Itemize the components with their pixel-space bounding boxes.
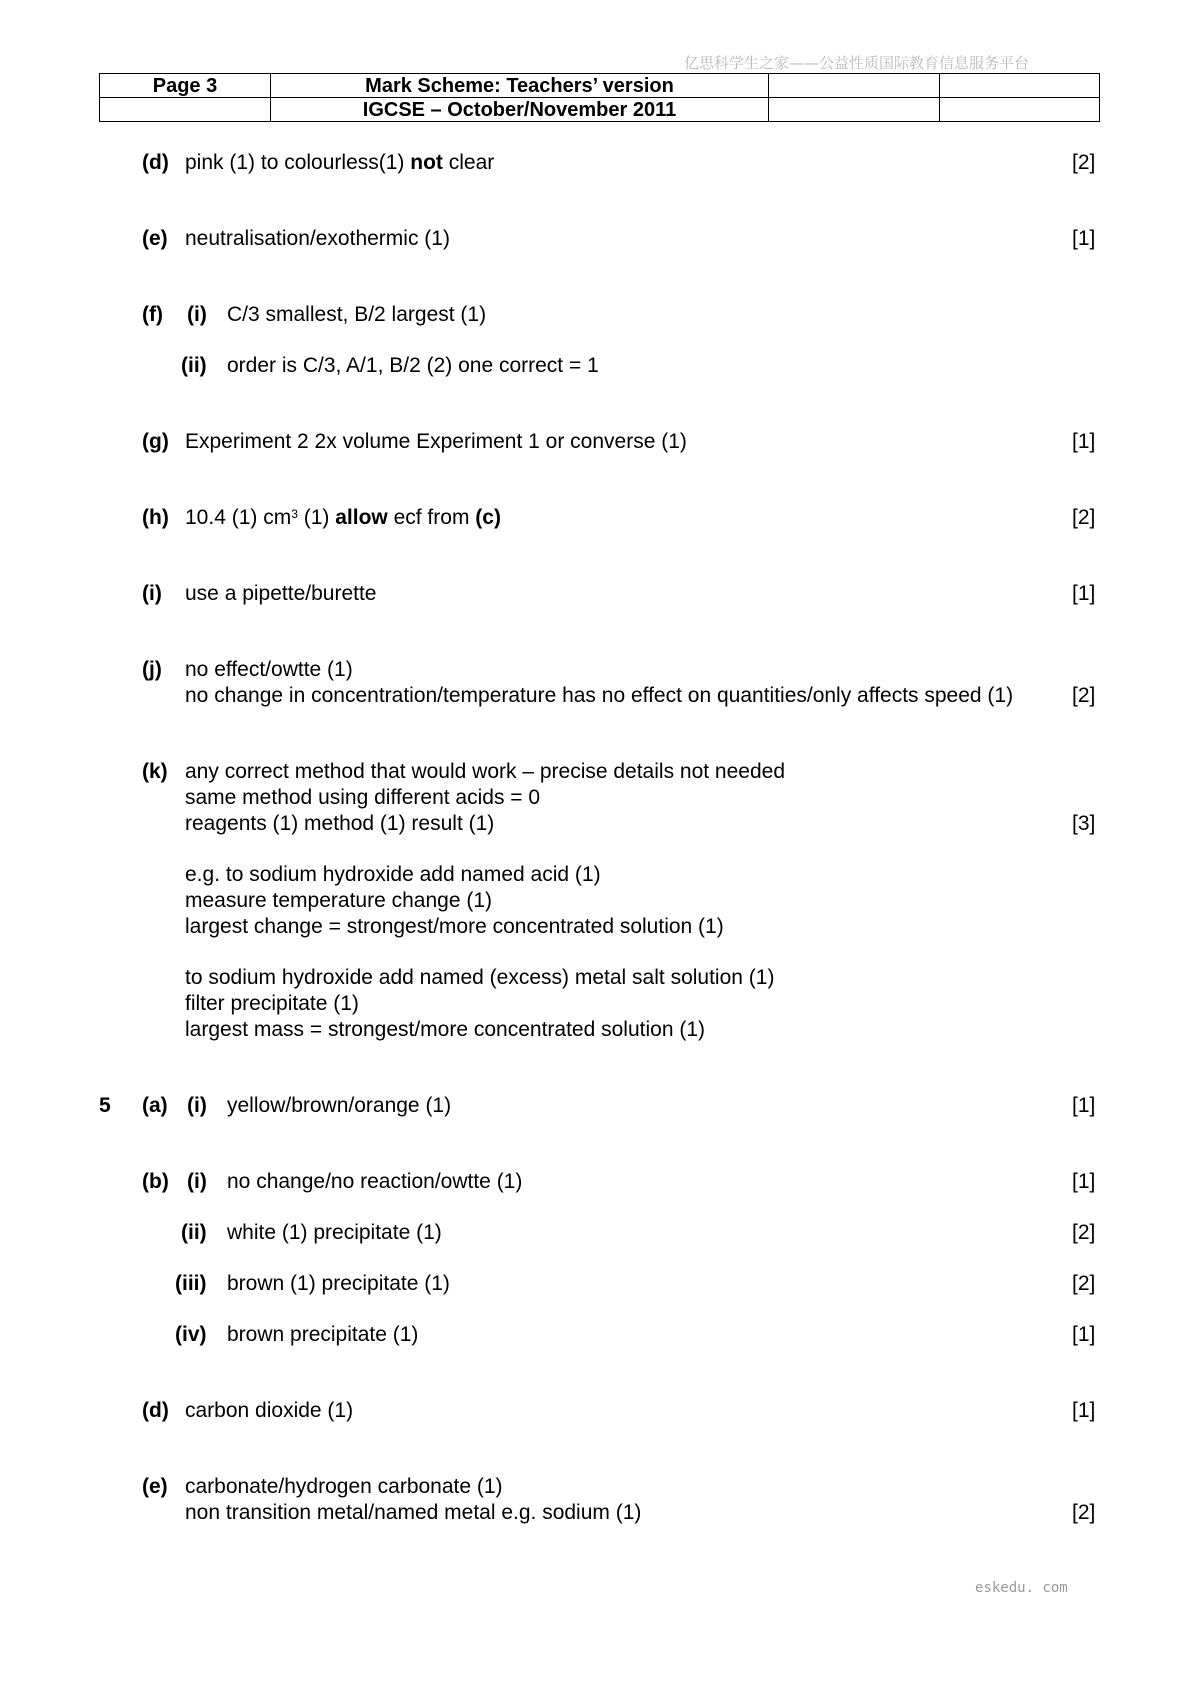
mark-e: [1] [1072,227,1096,250]
subpart-label: (iii) [175,1272,207,1295]
mark-5b-i: [1] [1072,1170,1096,1193]
answer-f-i: C/3 smallest, B/2 largest (1) [227,303,487,326]
part-label: (i) [142,582,162,605]
header-empty-cell [769,74,940,98]
mark-k: [3] [1072,812,1096,835]
mark-5b-ii: [2] [1072,1221,1096,1244]
answer-k-line: same method using different acids = 0 [185,786,541,809]
header-table [99,73,1100,122]
answer-5e-line1: carbonate/hydrogen carbonate (1) [185,1475,503,1498]
answer-j-line2: no change in concentration/temperature has no effect on quantities/only affects speed (1) [185,684,1014,707]
mark-d: [2] [1072,151,1096,174]
mark-5d: [1] [1072,1399,1096,1422]
answer-k-line: reagents (1) method (1) result (1) [185,812,495,835]
part-label: (d) [142,151,169,174]
part-label: (e) [142,227,168,250]
watermark-top: 亿思科学生之家——公益性质国际教育信息服务平台 [684,54,1030,72]
answer-i: use a pipette/burette [185,582,377,605]
watermark-bottom: eskedu. com [975,1580,1068,1596]
answer-k-line: e.g. to sodium hydroxide add named acid (1) [185,863,601,886]
part-label: (k) [142,760,168,783]
answer-k-line: to sodium hydroxide add named (excess) metal salt solution (1) [185,966,775,989]
mark-5a: [1] [1072,1094,1096,1117]
answer-5d: carbon dioxide (1) [185,1399,354,1422]
header-empty-cell [100,98,271,122]
mark-i: [1] [1072,582,1096,605]
keyword-not: not [410,151,443,174]
mark-5b-iv: [1] [1072,1323,1096,1346]
mark-g: [1] [1072,430,1096,453]
answer-k-line: any correct method that would work – precise details not needed [185,760,786,783]
answer-k-line: largest mass = strongest/more concentrated solution (1) [185,1018,705,1041]
part-label: (j) [142,658,162,681]
mark-5e: [2] [1072,1501,1096,1524]
answer-5b-iii: brown (1) precipitate (1) [227,1272,450,1295]
answer-text: pink (1) to colourless(1) [185,151,411,174]
part-label: (b) [142,1170,169,1193]
keyword-allow: allow [335,506,388,529]
superscript: 3 [291,507,298,521]
answer-5b-iv: brown precipitate (1) [227,1323,419,1346]
mark-h: [2] [1072,506,1096,529]
part-label: (d) [142,1399,169,1422]
answer-5b-i: no change/no reaction/owtte (1) [227,1170,523,1193]
part-label: (h) [142,506,169,529]
answer-text: 10.4 (1) cm [185,506,292,529]
part-label: (f) [142,303,163,326]
part-label: (a) [142,1094,168,1117]
subpart-label: (ii) [181,354,207,377]
question-number: 5 [99,1094,111,1117]
header-subtitle: IGCSE – October/November 2011 [271,98,769,122]
header-title: Mark Scheme: Teachers’ version [271,74,769,98]
header-empty-cell [769,98,940,122]
answer-5e-line2: non transition metal/named metal e.g. sodium (1) [185,1501,642,1524]
answer-5a: yellow/brown/orange (1) [227,1094,452,1117]
subpart-label: (iv) [175,1323,207,1346]
part-label: (g) [142,430,169,453]
answer-f-ii: order is C/3, A/1, B/2 (2) one correct = 1 [227,354,599,377]
mark-j: [2] [1072,684,1096,707]
header-empty-cell [940,74,1100,98]
answer-k-line: filter precipitate (1) [185,992,359,1015]
header-empty-cell [940,98,1100,122]
answer-j-line1: no effect/owtte (1) [185,658,353,681]
answer-text: ecf from [387,506,476,529]
subpart-label: (i) [187,1094,207,1117]
answer-k-line: measure temperature change (1) [185,889,492,912]
answer-d [185,150,494,176]
mark-5b-iii: [2] [1072,1272,1096,1295]
keyword-ref: (c) [475,506,501,529]
answer-e: neutralisation/exothermic (1) [185,227,450,250]
answer-text: clear [442,151,495,174]
header-page: Page 3 [100,74,271,98]
part-label: (e) [142,1475,168,1498]
answer-5b-ii: white (1) precipitate (1) [227,1221,442,1244]
answer-k-line: largest change = strongest/more concentrated solution (1) [185,915,724,938]
answer-text: (1) [297,506,336,529]
answer-h [185,505,501,531]
subpart-label: (i) [187,1170,207,1193]
subpart-label: (i) [187,303,207,326]
subpart-label: (ii) [181,1221,207,1244]
answer-g: Experiment 2 2x volume Experiment 1 or converse (1) [185,430,687,453]
